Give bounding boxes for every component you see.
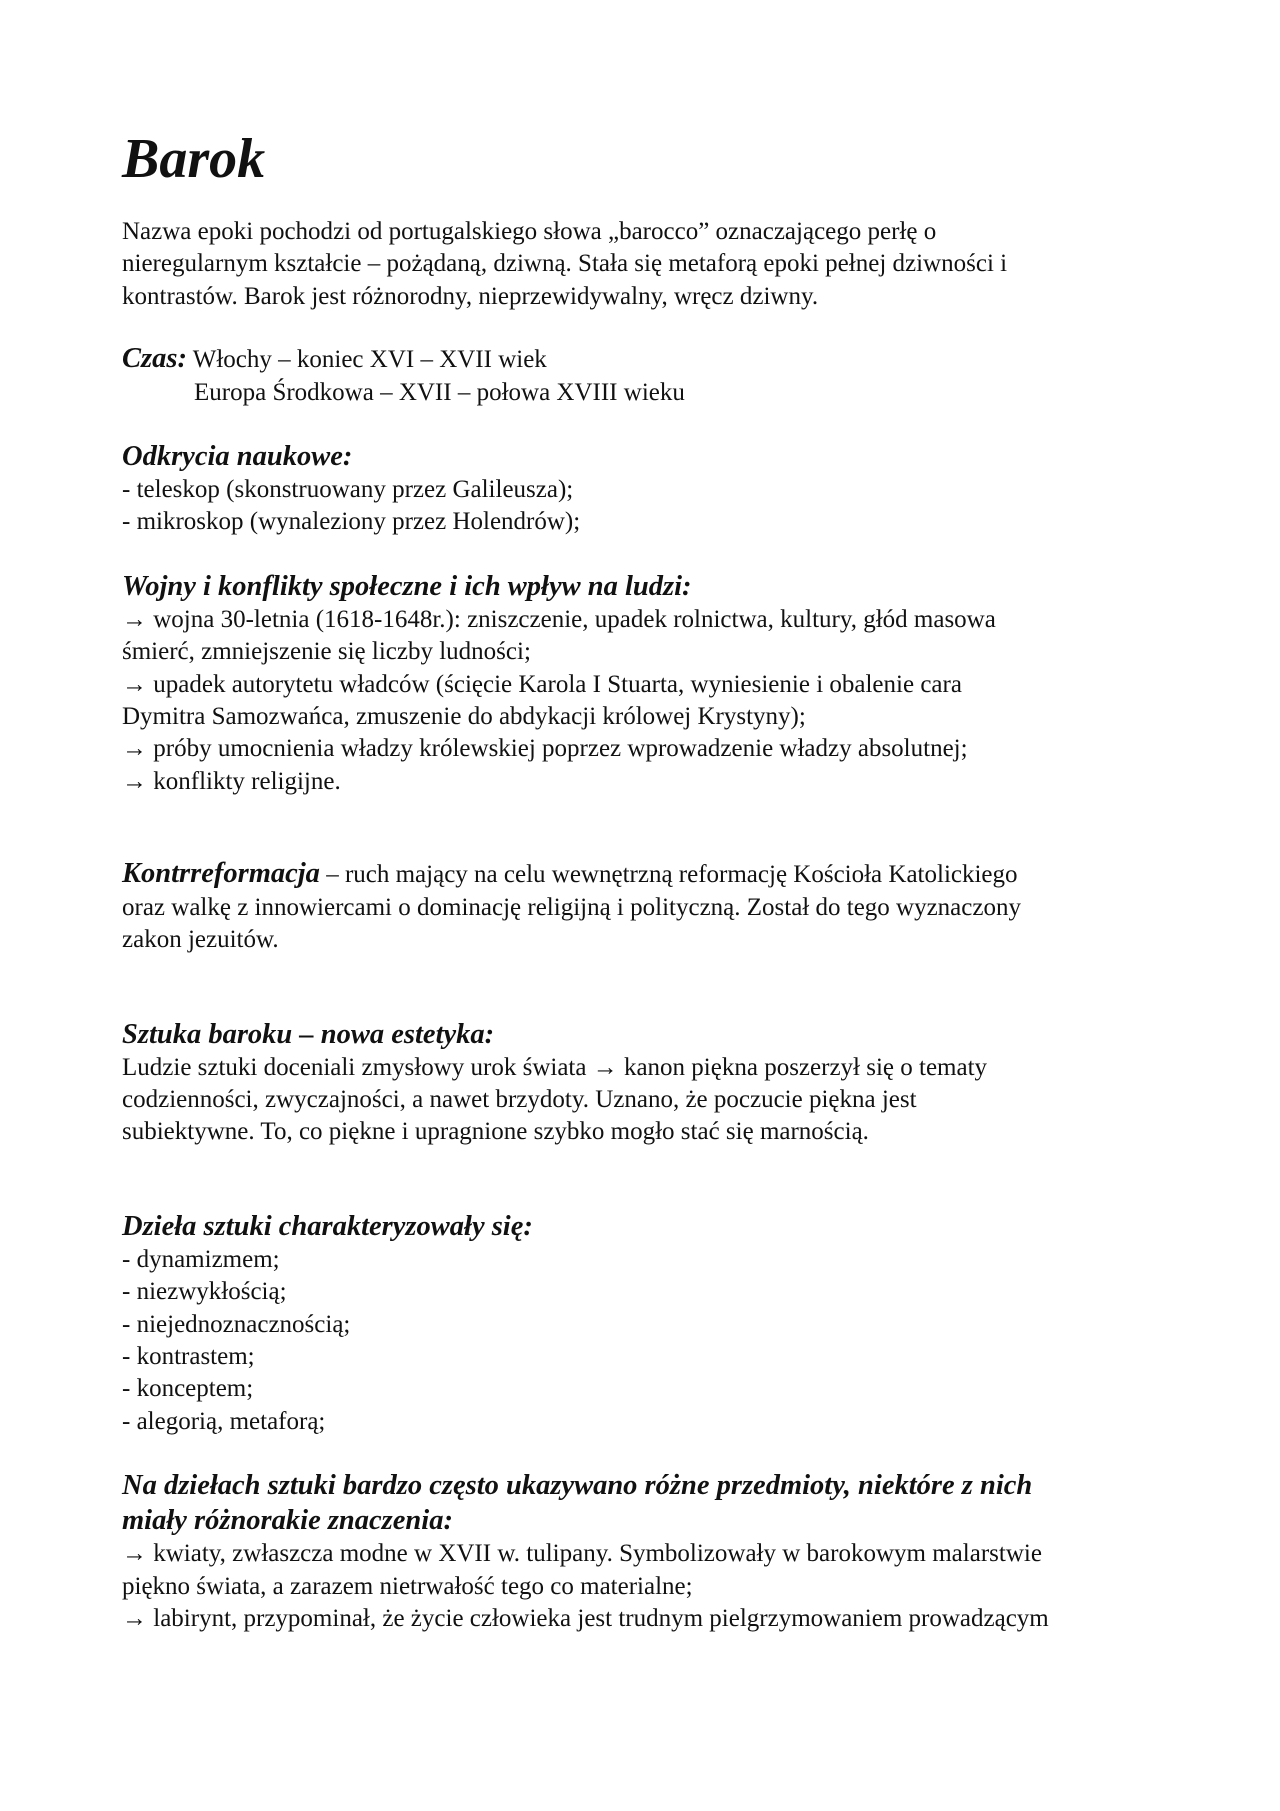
- list-item: - niezwykłością;: [122, 1278, 287, 1306]
- kontrreformacja-line: [122, 858, 1172, 891]
- wojny-line: → upadek autorytetu władców (ścięcie Karola I Stuarta, wyniesienie i obalenie cara: [122, 670, 962, 698]
- intro-line: Nazwa epoki pochodzi od portugalskiego słowa „barocco” oznaczającego perłę o: [122, 218, 937, 245]
- wojny-line: → konflikty religijne.: [122, 767, 341, 795]
- sztuka-section: [122, 1017, 1172, 1149]
- document-page: [122, 126, 1172, 1635]
- czas-europe: Europa Środkowa – XVII – połowa XVIII wieku: [194, 378, 685, 406]
- odkrycia-section: [122, 439, 1172, 539]
- wojny-section: [122, 569, 1172, 798]
- odkrycia-heading: Odkrycia naukowe:: [122, 441, 353, 473]
- czas-line: [122, 343, 1172, 376]
- przedmioty-line: → labirynt, przypominał, że życie człowieka jest trudnym pielgrzymowaniem prowadzącym: [122, 1604, 1049, 1632]
- sztuka-heading: Sztuka baroku – nowa estetyka:: [122, 1018, 495, 1050]
- sztuka-line: Ludzie sztuki doceniali zmysłowy urok świata → kanon piękna poszerzył się o tematy: [122, 1053, 988, 1081]
- czas-italy: Włochy – koniec XVI – XVII wiek: [186, 346, 547, 374]
- list-item: - kontrastem;: [122, 1342, 255, 1370]
- wojny-line: → próby umocnienia władzy królewskiej poprzez wprowadzenie władzy absolutnej;: [122, 735, 968, 763]
- list-item: - konceptem;: [122, 1375, 254, 1403]
- dziela-section: [122, 1209, 1172, 1438]
- przedmioty-section: [122, 1468, 1172, 1635]
- intro-line: kontrastów. Barok jest różnorodny, nieprzewidywalny, wręcz dziwny.: [122, 282, 819, 310]
- wojny-line: Dymitra Samozwańca, zmuszenie do abdykacji królowej Krystyny);: [122, 703, 806, 731]
- list-item: - alegorią, metaforą;: [122, 1407, 326, 1435]
- dziela-heading: Dzieła sztuki charakteryzowały się:: [122, 1210, 533, 1242]
- page-title: Barok: [122, 128, 266, 190]
- intro-line: nieregularnym kształcie – pożądaną, dziwną. Stała się metaforą epoki pełnej dziwności i: [122, 250, 1008, 278]
- wojny-line: → wojna 30-letnia (1618-1648r.): zniszczenie, upadek rolnictwa, kultury, głód masowa: [122, 605, 996, 633]
- kontrreformacja-text: – ruch mający na celu wewnętrzną reformację Kościoła Katolickiego: [319, 861, 1018, 889]
- kontrreformacja-term: Kontrreformacja: [122, 858, 320, 890]
- sztuka-line: subiektywne. To, co piękne i upragnione szybko mogło stać się marnością.: [122, 1118, 869, 1146]
- wojny-line: śmierć, zmniejszenie się liczby ludności;: [122, 638, 531, 666]
- list-item: - teleskop (skonstruowany przez Galileusza);: [122, 476, 574, 504]
- przedmioty-line: piękno świata, a zarazem nietrwałość tego co materialne;: [122, 1572, 693, 1600]
- przedmioty-heading: Na dziełach sztuki bardzo często ukazywano różne przedmioty, niektóre z nich: [122, 1470, 1033, 1502]
- sztuka-line: codzienności, zwyczajności, a nawet brzydoty. Uznano, że poczucie piękna jest: [122, 1085, 917, 1113]
- przedmioty-line: → kwiaty, zwłaszcza modne w XVII w. tulipany. Symbolizowały w barokowym malarstwie: [122, 1540, 1042, 1568]
- kontrreformacja-line: oraz walkę z innowiercami o dominację religijną i polityczną. Został do tego wyznaczony: [122, 893, 1021, 921]
- kontrreformacja-line: zakon jezuitów.: [122, 926, 279, 954]
- list-item: - mikroskop (wynaleziony przez Holendrów);: [122, 508, 581, 536]
- kontrreformacja-section: [122, 858, 1172, 956]
- intro-paragraph: [122, 216, 1172, 313]
- wojny-heading: Wojny i konflikty społeczne i ich wpływ na ludzi:: [122, 570, 692, 602]
- list-item: - niejednoznacznością;: [122, 1310, 351, 1338]
- list-item: - dynamizmem;: [122, 1245, 280, 1273]
- czas-label: Czas:: [122, 343, 187, 375]
- czas-section: [122, 343, 1172, 409]
- przedmioty-heading: miały różnorakie znaczenia:: [122, 1505, 453, 1537]
